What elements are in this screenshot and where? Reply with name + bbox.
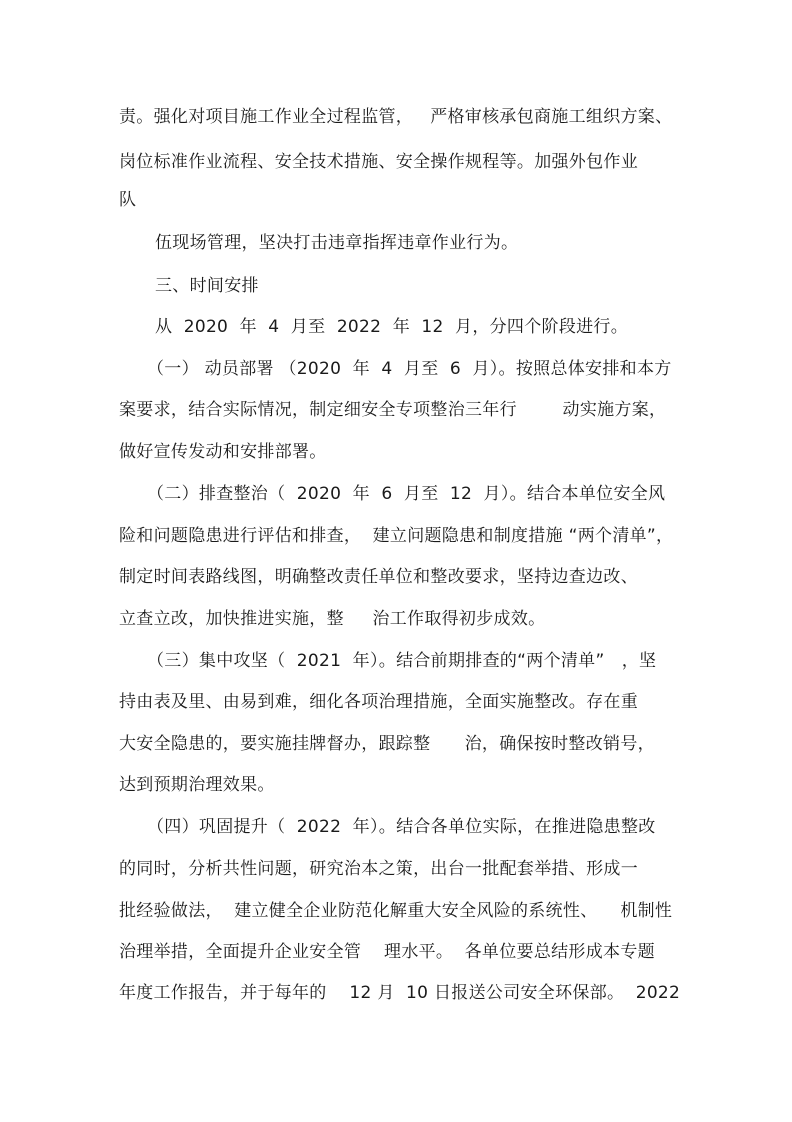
paragraph-line: （一） 动员部署 （2020 年 4 月至 6 月）。按照总体安排和本方 <box>147 359 672 379</box>
paragraph-line: 伍现场管理，坚决打击违章指挥违章作业行为。 <box>155 233 519 253</box>
paragraph-line: 立查立改，加快推进实施，整 治工作取得初步成效。 <box>119 609 546 629</box>
paragraph-line: 三、时间安排 <box>155 276 259 296</box>
paragraph-line: （三）集中攻坚（ 2021 年）。结合前期排查的“两个清单” ，坚 <box>147 651 657 671</box>
paragraph-line: 的同时，分析共性问题，研究治本之策，出台一批配套举措、形成一 <box>119 859 638 879</box>
paragraph-line: 年度工作报告，并于每年的 12 月 10 日报送公司安全环保部。 2022 <box>119 983 681 1003</box>
paragraph-line: 队 <box>119 190 137 210</box>
paragraph-line: 做好宣传发动和安排部署。 <box>119 442 327 462</box>
paragraph-line: 岗位标准作业流程、安全技术措施、安全操作规程等。加强外包作业 <box>119 152 638 172</box>
paragraph-line: 达到预期治理效果。 <box>119 775 275 795</box>
paragraph-line: 批经验做法， 建立健全企业防范化解重大安全风险的系统性、 机制性 <box>119 901 673 921</box>
paragraph-line: 险和问题隐患进行评估和排查， 建立问题隐患和制度措施 “两个清单”， <box>119 526 674 546</box>
paragraph-line: 案要求，结合实际情况，制定细安全专项整治三年行 动实施方案， <box>119 400 667 420</box>
paragraph-line: 制定时间表路线图，明确整改责任单位和整改要求，坚持边查边改、 <box>119 567 638 587</box>
paragraph-line: （二）排查整治（ 2020 年 6 月至 12 月）。结合本单位安全风 <box>147 484 666 504</box>
paragraph-line: 持由表及里、由易到难，细化各项治理措施，全面实施整改。存在重 <box>119 692 638 712</box>
paragraph-line: （四）巩固提升（ 2022 年）。结合各单位实际，在推进隐患整改 <box>147 817 656 837</box>
paragraph-line: 大安全隐患的，要实施挂牌督办，跟踪整 治，确保按时整改销号， <box>119 734 655 754</box>
paragraph-line: 治理举措，全面提升企业安全管 理水平。 各单位要总结形成本专题 <box>119 942 655 962</box>
paragraph-line: 责。强化对项目施工作业全过程监管， 严格审核承包商施工组织方案、 <box>119 107 673 127</box>
paragraph-line: 从 2020 年 4 月至 2022 年 12 月，分四个阶段进行。 <box>155 317 629 337</box>
